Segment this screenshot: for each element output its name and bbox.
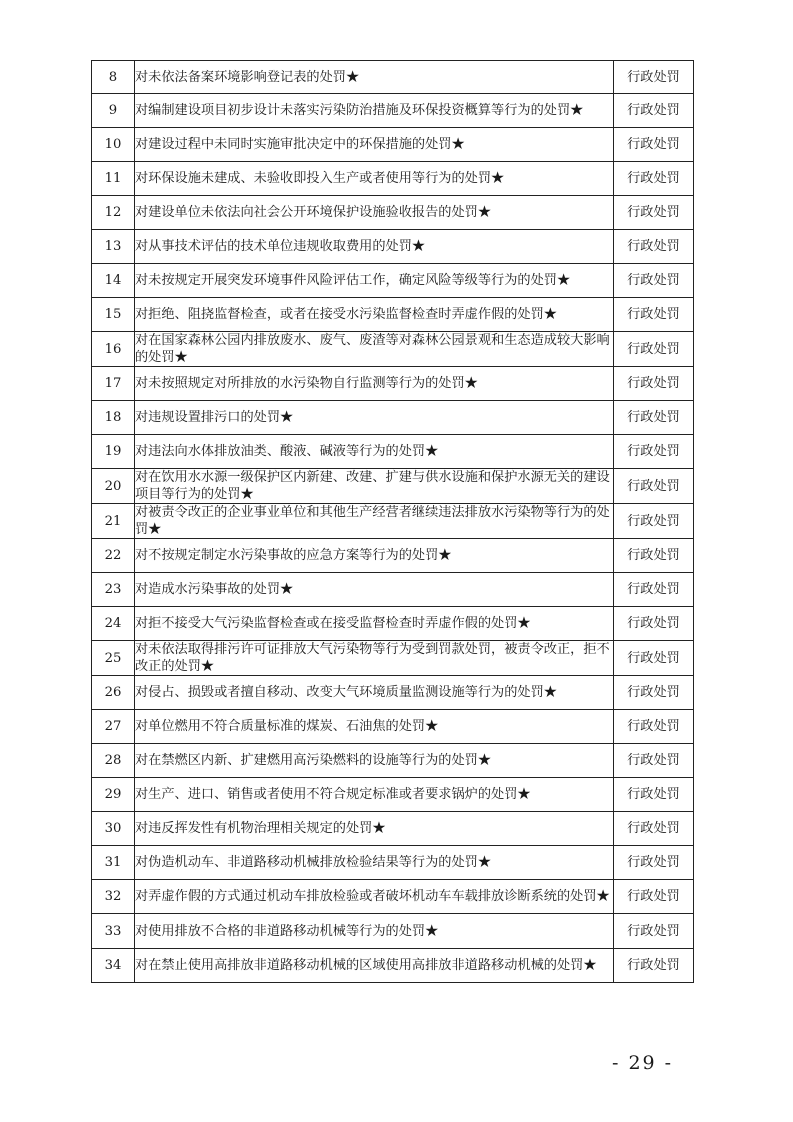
row-number: 20 [92,469,135,504]
penalty-type: 行政处罚 [614,435,694,469]
table-row [92,196,694,230]
penalty-table-body [92,61,694,983]
row-number: 14 [92,264,135,298]
table-row [92,401,694,435]
penalty-description: 对被责令改正的企业事业单位和其他生产经营者继续违法排放水污染物等行为的处罚★ [135,504,614,539]
table-row [92,298,694,332]
table-row [92,812,694,846]
penalty-description: 对未按照规定对所排放的水污染物自行监测等行为的处罚★ [135,367,614,401]
table-row [92,367,694,401]
penalty-type: 行政处罚 [614,264,694,298]
row-number: 31 [92,846,135,880]
table-row [92,128,694,162]
table-row [92,710,694,744]
table-row [92,230,694,264]
row-number: 18 [92,401,135,435]
penalty-type: 行政处罚 [614,812,694,846]
table-row [92,607,694,641]
penalty-description: 对编制建设项目初步设计未落实污染防治措施及环保投资概算等行为的处罚★ [135,94,614,128]
penalty-description: 对拒绝、阻挠监督检查，或者在接受水污染监督检查时弄虚作假的处罚★ [135,298,614,332]
penalty-type: 行政处罚 [614,162,694,196]
table-row [92,162,694,196]
penalty-description: 对未依法取得排污许可证排放大气污染物等行为受到罚款处罚，被责令改正，拒不改正的处罚★ [135,641,614,676]
row-number: 13 [92,230,135,264]
table-row [92,778,694,812]
row-number: 17 [92,367,135,401]
penalty-type: 行政处罚 [614,196,694,230]
penalty-description: 对环保设施未建成、未验收即投入生产或者使用等行为的处罚★ [135,162,614,196]
row-number: 34 [92,949,135,983]
row-number: 19 [92,435,135,469]
row-number: 30 [92,812,135,846]
row-number: 23 [92,573,135,607]
penalty-type: 行政处罚 [614,914,694,949]
penalty-description: 对造成水污染事故的处罚★ [135,573,614,607]
row-number: 11 [92,162,135,196]
penalty-description: 对未依法备案环境影响登记表的处罚★ [135,61,614,94]
table-row [92,435,694,469]
row-number: 24 [92,607,135,641]
penalty-description: 对违规设置排污口的处罚★ [135,401,614,435]
penalty-type: 行政处罚 [614,298,694,332]
row-number: 21 [92,504,135,539]
penalty-description: 对弄虚作假的方式通过机动车排放检验或者破坏机动车车载排放诊断系统的处罚★ [135,880,614,914]
table-row [92,641,694,676]
row-number: 32 [92,880,135,914]
penalty-description: 对未按规定开展突发环境事件风险评估工作，确定风险等级等行为的处罚★ [135,264,614,298]
penalty-description: 对违法向水体排放油类、酸液、碱液等行为的处罚★ [135,435,614,469]
penalty-description: 对在禁止使用高排放非道路移动机械的区域使用高排放非道路移动机械的处罚★ [135,949,614,983]
table-row [92,573,694,607]
row-number: 15 [92,298,135,332]
penalty-description: 对生产、进口、销售或者使用不符合规定标准或者要求锅炉的处罚★ [135,778,614,812]
penalty-type: 行政处罚 [614,332,694,367]
table-row [92,846,694,880]
penalty-type: 行政处罚 [614,128,694,162]
penalty-type: 行政处罚 [614,401,694,435]
penalty-description: 对在饮用水水源一级保护区内新建、改建、扩建与供水设施和保护水源无关的建设项目等行为的处罚★ [135,469,614,504]
table-row [92,914,694,949]
table-row [92,264,694,298]
table-row [92,332,694,367]
penalty-type: 行政处罚 [614,846,694,880]
row-number: 33 [92,914,135,949]
row-number: 10 [92,128,135,162]
row-number: 28 [92,744,135,778]
penalty-description: 对在国家森林公园内排放废水、废气、废渣等对森林公园景观和生态造成较大影响的处罚★ [135,332,614,367]
penalty-type: 行政处罚 [614,676,694,710]
penalty-description: 对不按规定制定水污染事故的应急方案等行为的处罚★ [135,539,614,573]
row-number: 22 [92,539,135,573]
penalty-type: 行政处罚 [614,94,694,128]
row-number: 9 [92,94,135,128]
penalty-description: 对建设过程中未同时实施审批决定中的环保措施的处罚★ [135,128,614,162]
penalty-type: 行政处罚 [614,504,694,539]
penalty-description: 对从事技术评估的技术单位违规收取费用的处罚★ [135,230,614,264]
table-row [92,949,694,983]
row-number: 25 [92,641,135,676]
penalty-type: 行政处罚 [614,573,694,607]
penalty-table [91,60,694,983]
penalty-description: 对拒不接受大气污染监督检查或在接受监督检查时弄虚作假的处罚★ [135,607,614,641]
penalty-type: 行政处罚 [614,880,694,914]
table-row [92,504,694,539]
penalty-description: 对使用排放不合格的非道路移动机械等行为的处罚★ [135,914,614,949]
penalty-type: 行政处罚 [614,367,694,401]
penalty-type: 行政处罚 [614,744,694,778]
table-row [92,676,694,710]
penalty-description: 对伪造机动车、非道路移动机械排放检验结果等行为的处罚★ [135,846,614,880]
row-number: 29 [92,778,135,812]
table-row [92,880,694,914]
penalty-type: 行政处罚 [614,61,694,94]
penalty-type: 行政处罚 [614,641,694,676]
penalty-type: 行政处罚 [614,710,694,744]
penalty-description: 对单位燃用不符合质量标准的煤炭、石油焦的处罚★ [135,710,614,744]
penalty-type: 行政处罚 [614,539,694,573]
penalty-description: 对侵占、损毁或者擅自移动、改变大气环境质量监测设施等行为的处罚★ [135,676,614,710]
table-row [92,744,694,778]
page-number: - 29 - [612,1052,674,1074]
row-number: 12 [92,196,135,230]
table-row [92,539,694,573]
penalty-description: 对建设单位未依法向社会公开环境保护设施验收报告的处罚★ [135,196,614,230]
table-row [92,61,694,94]
row-number: 27 [92,710,135,744]
row-number: 26 [92,676,135,710]
penalty-type: 行政处罚 [614,607,694,641]
row-number: 8 [92,61,135,94]
penalty-type: 行政处罚 [614,949,694,983]
table-row [92,94,694,128]
penalty-description: 对违反挥发性有机物治理相关规定的处罚★ [135,812,614,846]
row-number: 16 [92,332,135,367]
penalty-description: 对在禁燃区内新、扩建燃用高污染燃料的设施等行为的处罚★ [135,744,614,778]
table-row [92,469,694,504]
penalty-type: 行政处罚 [614,469,694,504]
penalty-type: 行政处罚 [614,230,694,264]
penalty-type: 行政处罚 [614,778,694,812]
